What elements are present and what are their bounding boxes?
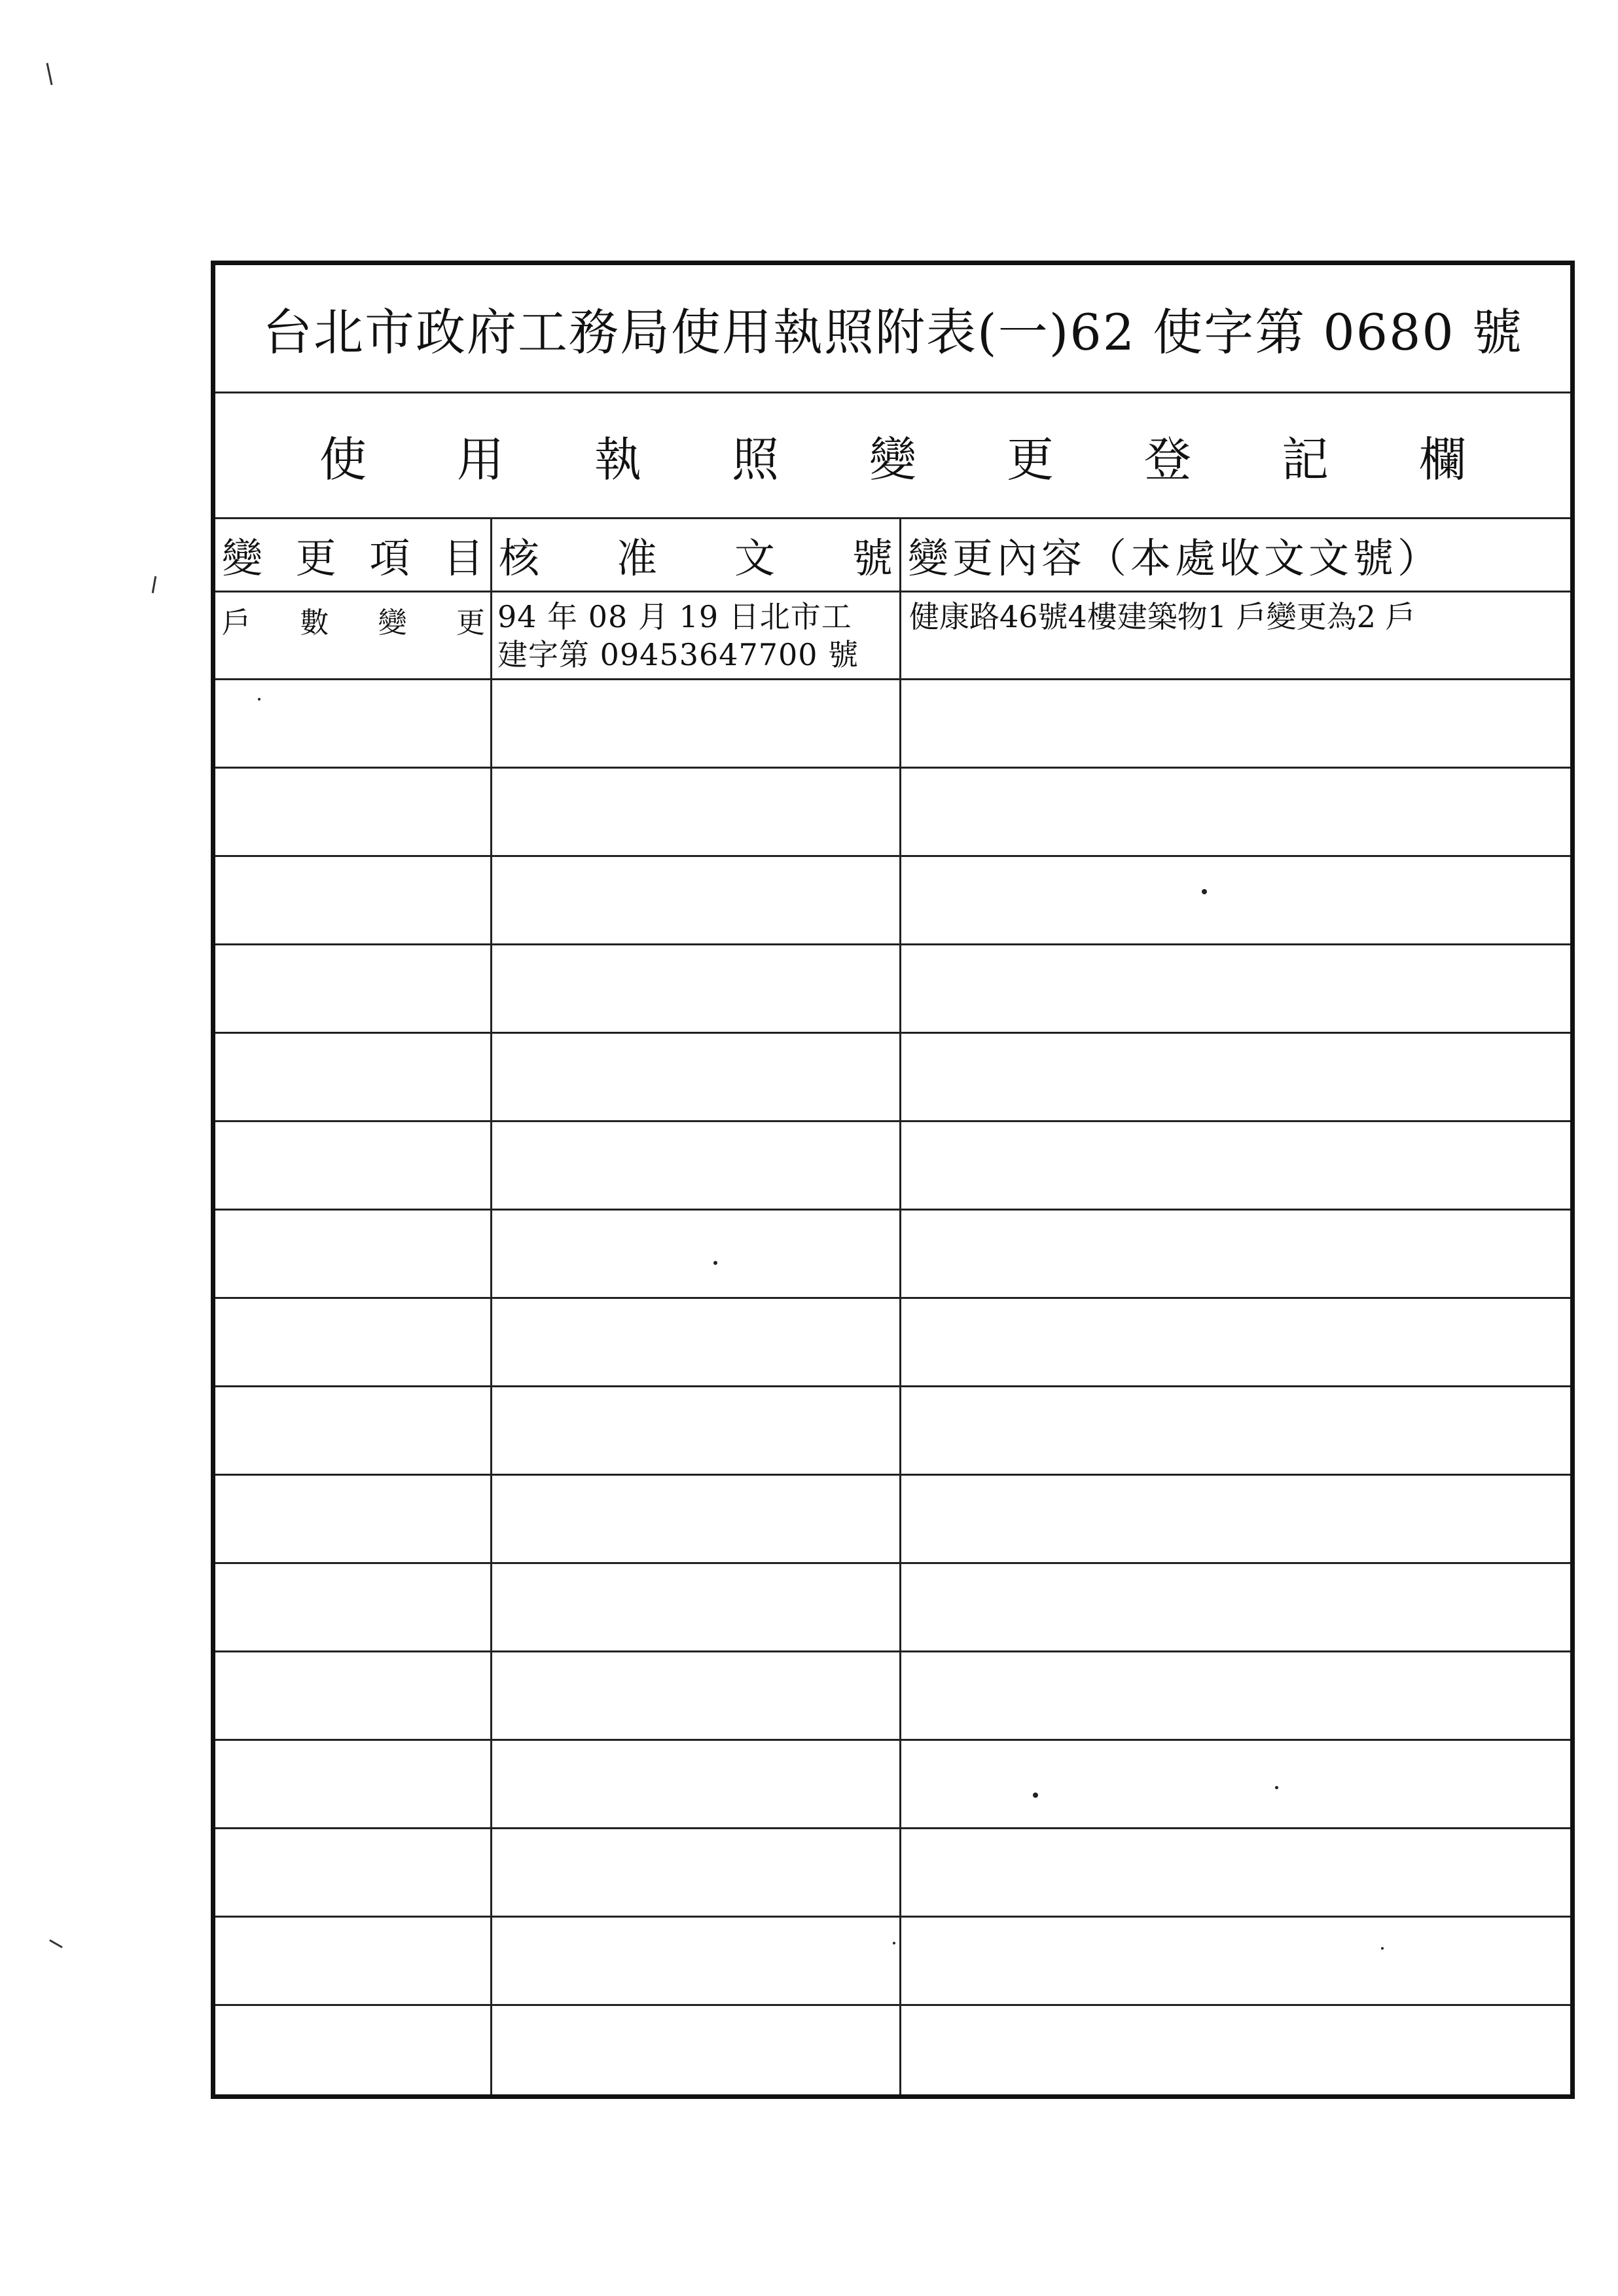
change-item-cell — [215, 1829, 492, 1916]
table-header — [215, 519, 1570, 592]
approval-line-1: 94 年 08 月 19 日北市工 — [497, 599, 852, 634]
table-row-empty — [215, 1652, 1570, 1741]
approval-number-cell — [492, 1211, 901, 1297]
table-row-empty — [215, 1741, 1570, 1829]
item-char: 更 — [456, 606, 485, 640]
approval-number-cell — [492, 1299, 901, 1385]
approval-line-2: 建字第 09453647700 號 — [497, 637, 859, 672]
change-content-cell — [901, 1918, 1570, 2004]
change-content-cell — [901, 1034, 1570, 1120]
item-char: 數 — [300, 606, 329, 640]
scan-mark — [152, 576, 156, 593]
approval-number-cell — [492, 1122, 901, 1209]
form-heading — [215, 393, 1570, 519]
change-content-cell — [901, 680, 1570, 767]
approval-number-cell — [492, 1741, 901, 1827]
table-row-empty — [215, 1387, 1570, 1476]
change-content-cell — [901, 1829, 1570, 1916]
column-header-change-content: 變更內容（本處收文文號） — [908, 534, 1443, 582]
change-content-cell — [901, 1741, 1570, 1827]
change-content-cell — [901, 1122, 1570, 1209]
approval-number-cell — [492, 1476, 901, 1562]
change-content-cell — [901, 1211, 1570, 1297]
change-item-cell — [215, 680, 492, 767]
header-char: 項 — [369, 534, 410, 582]
approval-number-cell — [492, 2006, 901, 2094]
header-char: 核 — [499, 534, 540, 582]
change-item-cell — [215, 1122, 492, 1209]
approval-number-cell — [492, 857, 901, 943]
table-row-empty — [215, 1211, 1570, 1299]
header-char: 變 — [222, 534, 263, 582]
column-header-change-item — [215, 519, 492, 591]
change-content-cell — [901, 857, 1570, 943]
heading-char: 欄 — [1418, 431, 1466, 487]
change-item-cell — [215, 945, 492, 1032]
header-char: 目 — [442, 534, 484, 582]
change-item-cell — [215, 1741, 492, 1827]
registration-form — [211, 261, 1575, 2099]
heading-char: 執 — [594, 431, 641, 487]
table-row-empty — [215, 1034, 1570, 1122]
table-row-empty — [215, 680, 1570, 769]
heading-char: 變 — [869, 431, 916, 487]
change-item-cell — [215, 769, 492, 855]
change-content-cell — [901, 1299, 1570, 1385]
heading-char: 登 — [1143, 431, 1191, 487]
change-item-cell — [215, 857, 492, 943]
approval-number-cell — [492, 1564, 901, 1650]
change-item-cell — [215, 1387, 492, 1474]
approval-number-cell — [492, 769, 901, 855]
approval-number-cell — [492, 1034, 901, 1120]
table-row-empty — [215, 1564, 1570, 1652]
scan-speck — [1275, 1786, 1278, 1789]
column-header-approval-number — [492, 519, 901, 591]
approval-number-cell — [492, 1918, 901, 2004]
change-content-cell — [901, 945, 1570, 1032]
table-row-empty — [215, 2006, 1570, 2094]
scan-mark — [49, 1939, 63, 1948]
scan-mark — [46, 63, 52, 85]
empty-rows — [215, 680, 1570, 2094]
change-item-cell — [215, 1476, 492, 1562]
change-content-cell — [901, 769, 1570, 855]
scan-speck — [713, 1261, 717, 1265]
approval-number-cell — [492, 1829, 901, 1916]
change-item-cell — [215, 1564, 492, 1650]
heading-char: 照 — [731, 431, 779, 487]
change-item-cell — [215, 1918, 492, 2004]
header-char: 准 — [616, 534, 657, 582]
scan-speck — [1033, 1793, 1038, 1798]
change-content-cell — [901, 2006, 1570, 2094]
heading-char: 記 — [1281, 431, 1329, 487]
scan-speck — [258, 698, 261, 701]
scan-speck — [1202, 889, 1207, 894]
header-char: 文 — [734, 534, 775, 582]
approval-number-cell — [492, 1387, 901, 1474]
change-item-cell — [215, 592, 492, 678]
table-row-empty — [215, 1122, 1570, 1211]
change-content-cell — [901, 1564, 1570, 1650]
approval-number-cell — [492, 945, 901, 1032]
change-item-cell — [215, 1034, 492, 1120]
table-row-empty — [215, 769, 1570, 857]
header-char: 更 — [295, 534, 336, 582]
form-title: 台北市政府工務局使用執照附表(一)62 使字第 0680 號 — [215, 265, 1570, 393]
change-item-cell — [215, 1652, 492, 1739]
change-item-cell — [215, 2006, 492, 2094]
heading-char: 用 — [456, 431, 504, 487]
approval-number-cell — [492, 592, 901, 678]
change-item-cell — [215, 1299, 492, 1385]
table-row-empty — [215, 1299, 1570, 1387]
table-row — [215, 592, 1570, 680]
approval-number-cell — [492, 680, 901, 767]
table-row-empty — [215, 945, 1570, 1034]
scan-speck — [893, 1942, 895, 1944]
table-row-empty — [215, 1829, 1570, 1918]
change-item-cell — [215, 1211, 492, 1297]
item-char: 變 — [378, 606, 407, 640]
change-content-cell — [901, 1387, 1570, 1474]
approval-number-cell — [492, 1652, 901, 1739]
table-row-empty — [215, 857, 1570, 945]
item-char: 戶 — [222, 606, 251, 640]
scan-speck — [1381, 1947, 1384, 1950]
table-row-empty — [215, 1918, 1570, 2006]
heading-char: 使 — [319, 431, 367, 487]
header-char: 號 — [852, 534, 893, 582]
change-content-cell — [901, 1652, 1570, 1739]
table-row-empty — [215, 1476, 1570, 1564]
change-content-cell: 健康路46號4樓建築物1 戶變更為2 戶 — [909, 599, 1416, 634]
change-content-cell — [901, 1476, 1570, 1562]
heading-char: 更 — [1006, 431, 1054, 487]
